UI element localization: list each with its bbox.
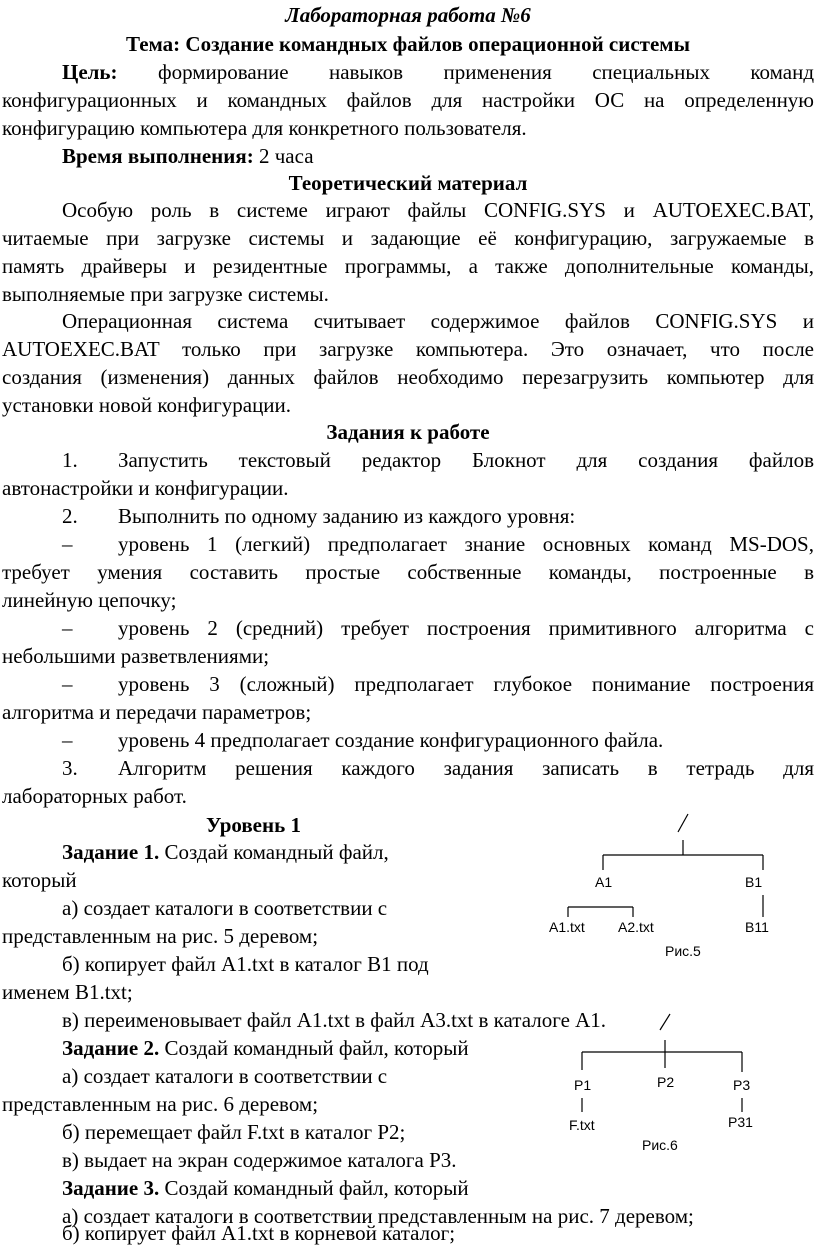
level-1-line-3: линейную цепочку; bbox=[2, 588, 177, 612]
fig6-node-p3: P3 bbox=[733, 1077, 751, 1093]
z1c-line: в) переименовывает файл А1.txt в файл А3.txt в каталоге А1. bbox=[62, 1008, 607, 1032]
z1-label: Задание 1. bbox=[62, 840, 160, 864]
fig5-node-a1: A1 bbox=[595, 874, 613, 890]
level-1-dash: – bbox=[62, 532, 73, 556]
level-2-line-1: уровень 2 (средний) требует построения примитивного алгоритма с bbox=[118, 616, 814, 640]
fig5-caption: Рис.5 bbox=[665, 943, 701, 959]
z1-line-2: который bbox=[2, 868, 77, 892]
z3a-line: а) создает каталоги в соответствии представленным на рис. 7 деревом; bbox=[62, 1204, 694, 1228]
theory-p1-line-3: память драйверы и резидентные программы, а также дополнительные команды, bbox=[2, 254, 814, 278]
level1-heading: Уровень 1 bbox=[206, 813, 301, 837]
level-1-line-2: требует умения составить простые собственные команды, построенные в bbox=[2, 560, 814, 584]
task-3-line-2: лабораторных работ. bbox=[2, 784, 187, 808]
time-value: 2 часа bbox=[259, 144, 314, 168]
fig6-node-p2: P2 bbox=[657, 1074, 675, 1090]
task-2-number: 2. bbox=[62, 504, 78, 528]
tasks-heading: Задания к работе bbox=[326, 420, 490, 444]
task-3-line-1: Алгоритм решения каждого задания записать в тетрадь для bbox=[118, 756, 814, 780]
z1a-line-1: а) создает каталоги в соответствии с bbox=[62, 896, 388, 920]
level-2-line-2: небольшими разветвлениями; bbox=[2, 644, 270, 668]
fig5-root-slash bbox=[678, 814, 688, 832]
time-line bbox=[62, 144, 314, 168]
z2c-line: в) выдает на экран содержимое каталога Р3. bbox=[62, 1148, 457, 1172]
doc-title: Лабораторная работа №6 bbox=[285, 3, 531, 27]
z1-line-1 bbox=[62, 840, 389, 864]
level-1-line-1: уровень 1 (легкий) предполагает знание основных команд MS-DOS, bbox=[118, 532, 814, 556]
fig6-tree-diagram bbox=[540, 1010, 780, 1160]
fig6-node-ftxt: F.txt bbox=[569, 1117, 595, 1133]
level-2-dash: – bbox=[62, 616, 73, 640]
task-1-line-2: автонастройки и конфигурации. bbox=[2, 476, 289, 500]
task-3-number: 3. bbox=[62, 756, 78, 780]
goal-text-1: формирование навыков применения специальных команд bbox=[157, 60, 815, 84]
fig5-node-b11: B11 bbox=[745, 919, 769, 935]
theory-p2-line-1: Операционная система считывает содержимое файлов CONFIG.SYS и bbox=[62, 309, 814, 333]
z2a-line-1: а) создает каталоги в соответствии с bbox=[62, 1064, 388, 1088]
z3-label: Задание 3. bbox=[62, 1176, 160, 1200]
level-4-dash: – bbox=[62, 728, 73, 752]
z3b-line: б) копирует файл А1.txt в корневой каталог; bbox=[62, 1221, 456, 1245]
level-4-line: уровень 4 предполагает создание конфигурационного файла. bbox=[118, 728, 664, 752]
theory-p2-line-2: AUTOEXEC.BAT только при загрузке компьютера. Это означает, что после bbox=[2, 337, 814, 361]
level-3-dash: – bbox=[62, 672, 73, 696]
fig6-node-p31: P31 bbox=[728, 1114, 753, 1130]
fig6-node-p1: P1 bbox=[574, 1077, 592, 1093]
level-3-line-1: уровень 3 (сложный) предполагает глубокое понимание построения bbox=[118, 672, 814, 696]
z2a-line-2: представленным на рис. 6 деревом; bbox=[2, 1092, 319, 1116]
fig5-node-a1txt: A1.txt bbox=[549, 919, 585, 935]
level-3-line-2: алгоритма и передачи параметров; bbox=[2, 700, 312, 724]
goal-line-2: конфигурационных и командных файлов для настройки ОС на определенную bbox=[2, 88, 814, 112]
z1-text: Создай командный файл, bbox=[164, 840, 389, 864]
z2-label: Задание 2. bbox=[62, 1036, 160, 1060]
theory-p1-line-1: Особую роль в системе играют файлы CONFIG.SYS и AUTOEXEC.BAT, bbox=[62, 198, 814, 222]
goal-line-1 bbox=[62, 60, 814, 84]
fig6-root-slash bbox=[660, 1014, 670, 1030]
fig5-node-a2txt: A2.txt bbox=[618, 919, 654, 935]
z1b-line-1: б) копирует файл А1.txt в каталог В1 под bbox=[62, 952, 429, 976]
z1a-line-2: представленным на рис. 5 деревом; bbox=[2, 924, 319, 948]
z1b-line-2: именем В1.txt; bbox=[2, 980, 133, 1004]
goal-label: Цель: bbox=[62, 60, 118, 84]
theory-heading: Теоретический материал bbox=[288, 171, 528, 195]
z2-text: Создай командный файл, который bbox=[164, 1036, 469, 1060]
task-1-line-1: Запустить текстовый редактор Блокнот для создания файлов bbox=[118, 448, 814, 472]
task-2-text: Выполнить по одному заданию из каждого уровня: bbox=[118, 504, 576, 528]
theory-p1-line-2: читаемые при загрузке системы и задающие её конфигурацию, загружаемые в bbox=[2, 226, 814, 250]
doc-topic: Тема: Создание командных файлов операционной системы bbox=[125, 32, 690, 56]
theory-p2-line-3: создания (изменения) данных файлов необходимо перезагрузить компьютер для bbox=[2, 365, 814, 389]
theory-p1-line-4: выполняемые при загрузке системы. bbox=[2, 282, 329, 306]
task-1-number: 1. bbox=[62, 448, 78, 472]
z2-line-1 bbox=[62, 1036, 469, 1060]
goal-line-3: конфигурацию компьютера для конкретного пользователя. bbox=[2, 116, 527, 140]
z3-line-1 bbox=[62, 1176, 469, 1200]
theory-p2-line-4: установки новой конфигурации. bbox=[2, 393, 292, 417]
time-label: Время выполнения: bbox=[62, 144, 254, 168]
fig5-tree-diagram bbox=[540, 810, 780, 970]
fig5-node-b1: B1 bbox=[745, 874, 763, 890]
z3-text: Создай командный файл, который bbox=[164, 1176, 469, 1200]
fig6-caption: Рис.6 bbox=[642, 1137, 678, 1153]
z2b-line: б) перемещает файл F.txt в каталог Р2; bbox=[62, 1120, 406, 1144]
